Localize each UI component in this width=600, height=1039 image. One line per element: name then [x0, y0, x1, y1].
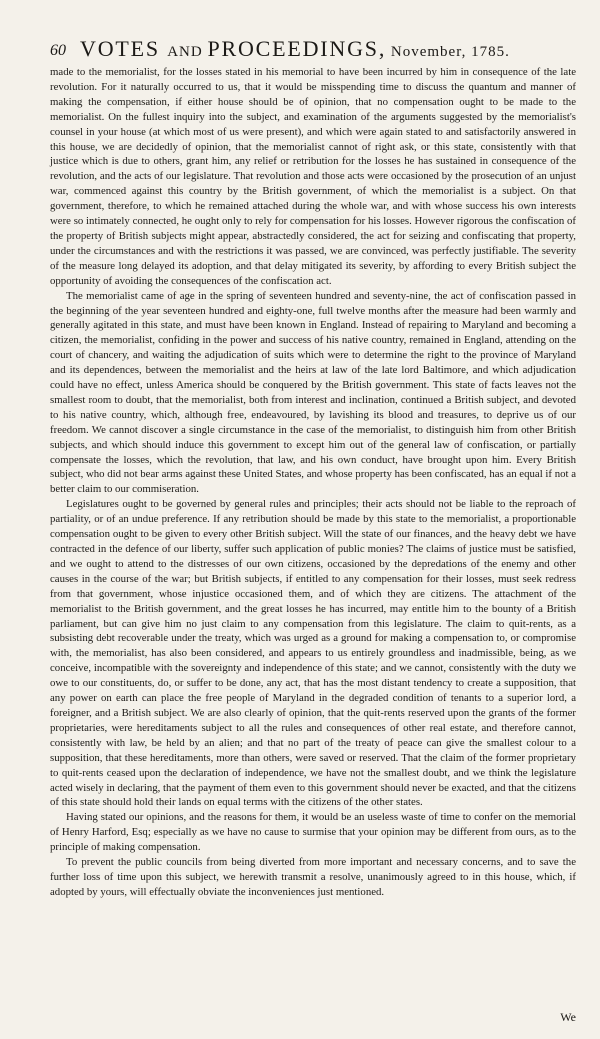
paragraph-3: Legislatures ought to be governed by general rules and principles; their acts should not be liable to the reproach of partiality, or of an undue preference. If any retribution should be made by this state to the memorialist, a proportionable compensation ought to be given to every other British subject. Will the state of our finances, and the heavy debt we have contracted in the defence of our liberty, suffer such application of public monies? The claims of justice must be satisfied, and we ought to attend to the distresses of our own citizens, occasioned by the depredations of the enemy and other causes in the course of the war; but British subjects, if entitled to any compensation for their losses, must seek redress from that government, whose injustice occasioned them, and of which they are citizens. The attachment of the memorialist to the British government, and the great losses he has incurred, may entitle him to the bounty of a British parliament, but can give him no just claim to any compensation from this legislature. The claim to quit-rents, as a subsisting debt recoverable under the treaty, which was urged as a ground for making a compensation to, or compromise with, the memorialist, has also been considered, and appears to us entirely groundless and inadmissible, being, as we conceive, incompatible with the sovereignty and independence of this state; and we cannot, consistently with the duty we owe to our constituents, do, or suffer to be done, any act, that has the most distant tendency to create a supposition, that any power on earth can place the free people of Maryland in the degraded condition of tenants to a superior lord, a foreigner, and a British subject. We are also clearly of opinion, that the quit-rents reserved upon the grants of the former proprietaries, were hereditaments subject to all the rules and consequences of other real estate, and therefore cannot, consistently with law, be held by an alien; and that no part of the treaty of peace can give the smallest colour to a supposition, that these hereditaments, more than others, were saved or reserved. That the claim of the former proprietary to quit-rents ceased upon the declaration of independence, we have not the smallest doubt, and we think the legislature acted wisely in declaring, that the payment of them even to this government should never be exacted, and that the citizens of this state should hold their lands on equal terms with the citizens of the other states. — [50, 498, 576, 809]
paragraph-2: The memorialist came of age in the spring of seventeen hundred and seventy-nine, the act of confiscation passed in the beginning of the year seventeen hundred and eighty-one, full twelve months after the measure had been warmly and generally agitated in this state, and must have been known in England. Instead of repairing to Maryland and becoming a citizen, the memorialist, confiding in the power and success of his native country, remained in England, attending on the court of chancery, and waiting the adjudication of suits which were to determine the right to the province of Maryland and its dependences, between the memorialist and the heirs at law of the late lord Baltimore, and which adjudication could have no effect, unless America should be conquered by the British government. This state of facts leaves not the smallest room to doubt, that the memorialist, both from interest and inclination, continued a British subject, and devoted to his native country, which, although free, endeavoured, by lavishing its blood and treasures, to deprive us of our freedom. We cannot discover a single circumstance in the case of the memorialist, to distinguish him from other British subjects, and which should induce this government to except him out of the general law of confiscation, or partially compensate the losses, which the revolution, that law, and his own conduct, have brought upon him. Every British subject, who did not bear arms against these United States, and whose property has been confiscated, has an equal if not a better claim to our commiseration. — [50, 289, 576, 496]
running-head-and: AND — [167, 44, 208, 60]
page-header — [50, 6, 576, 66]
running-head-votes: VOTES — [80, 36, 168, 61]
running-head — [80, 36, 510, 62]
paragraph-5: To prevent the public councils from being diverted from more important and necessary concerns, and to save the further loss of time upon this subject, we herewith transmit a resolve, unanimously agreed to in this house, which, if adopted by yours, will effectually obviate the inconveniences just mentioned. — [50, 856, 576, 898]
page-number: 60 — [50, 42, 66, 59]
running-head-proceedings: PROCEEDINGS, — [207, 36, 387, 61]
running-head-date: November, 1785. — [386, 44, 510, 60]
body-text — [50, 65, 576, 900]
catchword: We — [560, 1010, 576, 1024]
paragraph-4: Having stated our opinions, and the reasons for them, it would be an useless waste of time to confer on the memorial of Henry Harford, Esq; especially as we have no cause to surmise that your opinion may be different from ours, as to the principle of making compensation. — [50, 811, 576, 854]
paragraph-1: made to the memorialist, for the losses stated in his memorial to have been incurred by him in consequence of the late revolution. For it naturally occurred to us, that it would be misspending time to discuss the quantum and manner of making the compensation, if either house should be of opinion, that no compensation ought to be made to the memorialist. On the fullest inquiry into the subject, and examination of the arguments suggested by the memorialist's counsel in your house (at which most of us were present), and which were again stated to and satisfactorily answered in this house, we are decidedly of opinion, that the memorialist cannot of right ask, or this state, consistently with that justice which is due to others, grant him, any relief or retribution for the losses he has sustained in consequence of the revolution, and the acts of our legislature. That revolution and those acts were occasioned by the prosecution of an unjust war, commenced against this country by the British government, of which the memorialist is a subject. On that government, therefore, to which he remained attached during the whole war, and with whose success his own interests were so intimately connected, he ought only to rely for compensation for his losses. However rigorous the confiscation of the property of British subjects might appear, abstractedly considered, the act for seizing and confiscating that property, under the circumstances and with the restrictions it was passed, we are convinced, was perfectly justifiable. The severity of the measure long delayed its adoption, and that delay mitigated its severity, by affording to every British subject the opportunity of avoiding the consequences of the confiscation act. — [50, 66, 576, 287]
